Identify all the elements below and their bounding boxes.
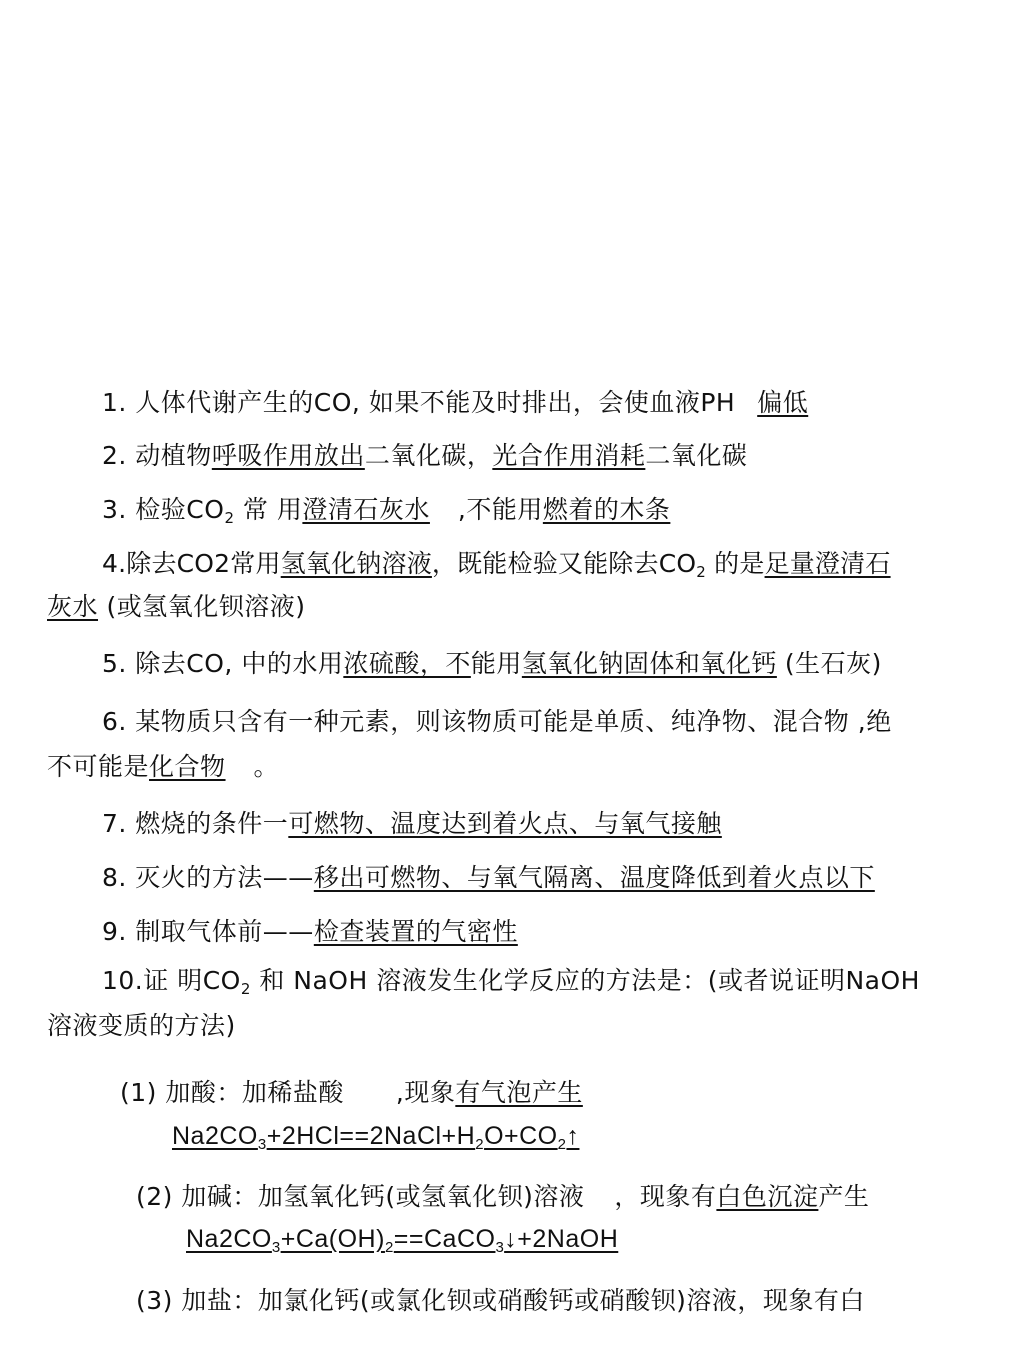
- eq-part: +2HCl==2NaCl+H: [266, 1122, 476, 1150]
- eq-subscript: 3: [257, 1136, 267, 1153]
- eq-part: O+CO: [484, 1122, 558, 1150]
- item-6-answer: 化合物: [149, 752, 226, 781]
- item-2: [102, 439, 747, 473]
- eq-part: Na2CO: [186, 1225, 272, 1253]
- item-9: [102, 915, 518, 949]
- item-10-continued: [47, 1009, 236, 1043]
- item-1-answer: 偏低: [757, 388, 809, 417]
- item-9-text: 9. 制取气体前——: [102, 917, 314, 946]
- eq-part: ↑: [566, 1122, 580, 1150]
- item-3-mid: 常 用: [234, 495, 303, 524]
- item-6-post: 。: [253, 752, 280, 781]
- item-10-post: 和 NaOH 溶液发生化学反应的方法是：(或者说证明NaOH: [250, 966, 920, 995]
- method-1-equation: [172, 1119, 579, 1162]
- item-8-answer: 移出可燃物、与氧气隔离、温度降低到着火点以下: [313, 863, 875, 892]
- eq-subscript: 2: [475, 1136, 485, 1153]
- item-6-text-2: 不可能是: [47, 752, 150, 781]
- item-6-continued: [47, 750, 279, 784]
- item-3-text: 3. 检验CO: [102, 495, 225, 524]
- item-10-text-2: 溶液变质的方法): [47, 1011, 236, 1040]
- item-4-mid: ，既能检验又能除去CO: [431, 549, 697, 578]
- item-5-mid: 能用: [470, 649, 522, 678]
- eq-subscript: 2: [557, 1136, 567, 1153]
- item-4-post: (或氢氧化钡溶液): [98, 592, 306, 621]
- item-2-post: 二氧化碳: [645, 441, 748, 470]
- method-2-text: (2) 加碱：加氢氧化钙(或氢氧化钡)溶液: [136, 1182, 585, 1211]
- item-8-text: 8. 灭火的方法——: [102, 863, 314, 892]
- item-3-answer-2: 燃着的木条: [542, 495, 671, 524]
- item-1: [102, 386, 808, 420]
- item-4-answer-2-cont: 灰水: [47, 592, 99, 621]
- item-4-mid-2: 的是: [706, 549, 765, 578]
- method-1-equation-text: [172, 1122, 580, 1153]
- item-4-subscript: 2: [696, 563, 706, 581]
- method-3-text: (3) 加盐：加氯化钙(或氯化钡或硝酸钙或硝酸钡)溶液，现象有白: [136, 1286, 865, 1315]
- item-6-text: 6. 某物质只含有一种元素，则该物质可能是单质、纯净物、混合物 ,绝: [102, 707, 892, 736]
- item-5-text: 5. 除去CO, 中的水用: [102, 649, 344, 678]
- item-7-answer: 可燃物、温度达到着火点、与氧气接触: [288, 809, 722, 838]
- item-2-answer-2: 光合作用消耗: [492, 441, 646, 470]
- eq-part: ↓+2NaOH: [504, 1225, 619, 1253]
- item-5-answer-1: 浓硫酸，不: [343, 649, 471, 678]
- eq-part: +Ca(OH): [280, 1225, 385, 1253]
- method-2-post: 产生: [818, 1182, 870, 1211]
- item-7-text: 7. 燃烧的条件一: [102, 809, 289, 838]
- item-5-answer-2: 氢氧化钠固体和氧化钙: [521, 649, 777, 678]
- item-3-answer-1: 澄清石灰水: [302, 495, 430, 524]
- method-1-text: (1) 加酸：加稀盐酸: [120, 1078, 344, 1107]
- item-10-text: 10.证 明CO: [102, 966, 241, 995]
- eq-subscript: 3: [495, 1239, 505, 1256]
- item-10: [102, 964, 920, 1006]
- item-2-mid: 二氧化碳，: [364, 441, 493, 470]
- item-9-answer: 检查装置的气密性: [313, 917, 518, 946]
- item-4: [102, 547, 891, 589]
- method-1-answer: 有气泡产生: [455, 1078, 583, 1107]
- item-4-continued: [47, 590, 305, 624]
- item-5-post: (生石灰): [784, 649, 882, 678]
- item-4-text: 4.除去CO2常用: [102, 549, 281, 578]
- item-6: [102, 705, 892, 739]
- eq-subscript: 3: [271, 1239, 281, 1256]
- item-4-answer-2: 足量澄清石: [764, 549, 891, 578]
- eq-part: ==CaCO: [393, 1225, 496, 1253]
- item-3-mid-2: ,不能用: [457, 495, 543, 524]
- item-10-subscript: 2: [240, 980, 251, 998]
- method-2: [136, 1180, 869, 1214]
- item-4-answer-1: 氢氧化钠溶液: [280, 549, 432, 578]
- item-7: [102, 807, 722, 841]
- method-2-mid: ，现象有: [614, 1182, 717, 1211]
- item-2-answer-1: 呼吸作用放出: [211, 441, 365, 470]
- method-1-mid: ,现象: [395, 1078, 456, 1107]
- item-5: [102, 647, 882, 681]
- item-2-text: 2. 动植物: [102, 441, 212, 470]
- item-8: [102, 861, 875, 895]
- eq-part: Na2CO: [172, 1122, 258, 1150]
- item-3-subscript: 2: [224, 509, 235, 527]
- item-1-text: 1. 人体代谢产生的CO, 如果不能及时排出，会使血液PH: [102, 388, 736, 417]
- method-2-equation-text: [186, 1225, 619, 1256]
- method-1: [120, 1076, 583, 1110]
- method-2-answer: 白色沉淀: [716, 1182, 819, 1211]
- eq-subscript: 2: [384, 1239, 394, 1256]
- item-3: [102, 493, 670, 535]
- method-3: [136, 1284, 865, 1318]
- method-2-equation: [186, 1222, 618, 1265]
